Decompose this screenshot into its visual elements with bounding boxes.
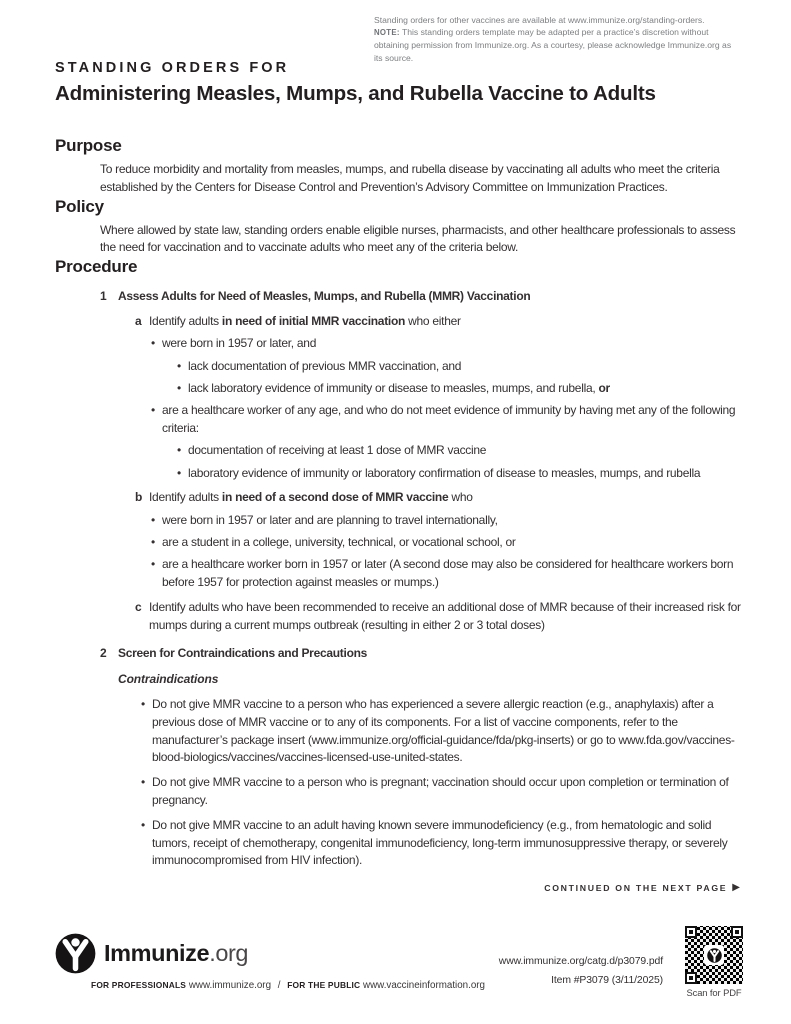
step-1-number: 1 — [100, 289, 107, 304]
procedure-step-1 — [55, 288, 747, 306]
qr-code — [685, 926, 743, 984]
bullet-immunodeficiency: • Do not give MMR vaccine to an adult having known severe immunodeficiency (e.g., from hematologic and solid tumors, receipt of chemotherapy, congenital immunodeficiency, long-term immunosuppressive therapy, or severely immunocompromised from HIV infection). — [141, 817, 728, 868]
page-content — [55, 136, 747, 870]
page-title: Administering Measles, Mumps, and Rubella Vaccine to Adults — [55, 82, 656, 105]
item-a-marker: a — [135, 313, 142, 328]
purpose-heading: Purpose — [55, 136, 122, 155]
bullet-glyph: • — [141, 775, 145, 790]
bullet-allergic-reaction: • Do not give MMR vaccine to a person who has experienced a severe allergic reaction (e.g., anaphylaxis) after a previous dose of MMR vaccine or to any of its components. For a list of vaccine components, refer to the manufacturer’s package insert (www.immunize.org/official-guidance/fda/pkg-inserts) or go to www.fda.gov/vaccines-blood-biologics/vaccines/vaccines-licensed-use-united-states. — [141, 697, 735, 765]
bullet-glyph: • — [177, 465, 181, 480]
public-url: www.vaccineinformation.org — [363, 980, 485, 991]
footer — [55, 926, 745, 1014]
sub-bullet-documentation-dose: • documentation of receiving at least 1 dose of MMR vaccine — [55, 442, 747, 460]
bullet-healthcare-worker: • are a healthcare worker of any age, and who do not meet evidence of immunity by having met any of the following criteria: — [151, 403, 736, 435]
qr-finder-icon — [731, 926, 743, 938]
immunize-logo-mini-icon — [707, 948, 722, 963]
bullet-glyph: • — [177, 443, 181, 458]
footer-links — [91, 980, 485, 991]
step-2-title: Screen for Contraindications and Precautions — [118, 646, 368, 661]
procedure-heading: Procedure — [55, 257, 138, 277]
bullet-travel: • were born in 1957 or later and are planning to travel internationally, — [55, 512, 747, 530]
pdf-url: www.immunize.org/catg.d/p3079.pdf — [498, 956, 663, 967]
policy-body: Where allowed by state law, standing orders enable eligible nurses, pharmacists, and other healthcare professionals to assess the need for vaccination and to vaccinate adults who meet any of the criteria below. — [100, 222, 736, 255]
procedure-step-2 — [55, 645, 747, 663]
bullet-glyph: • — [177, 358, 181, 373]
step-2-number: 2 — [100, 646, 107, 661]
bullet-born-1957: • were born in 1957 or later, and — [55, 335, 747, 353]
note-line1: Standing orders for other vaccines are available at www.immunize.org/standing-orders. — [374, 15, 705, 25]
contraindications-subheading: Contraindications — [118, 672, 219, 687]
item-b — [55, 489, 747, 507]
policy-heading: Policy — [55, 196, 104, 216]
immunize-logo-icon — [55, 933, 96, 974]
bullet-glyph: • — [151, 557, 155, 572]
note-paragraph — [374, 26, 742, 64]
next-page-arrow-icon: ▶ — [732, 882, 740, 893]
bullet-healthcare-second-dose: • are a healthcare worker born in 1957 or later (A second dose may also be considered for healthcare workers born before 1957 for protection against measles or mumps.) — [151, 557, 734, 590]
sub-bullet-lack-lab-evidence: • lack laboratory evidence of immunity or disease to measles, mumps, and rubella, or — [55, 380, 747, 398]
purpose-body: To reduce morbidity and mortality from measles, mumps, and rubella disease by vaccinating all adults who meet the criteria established by the Centers for Disease Control and Prevention’s Advisory Committee on Immunization Practices. — [100, 162, 720, 194]
for-professionals-label: FOR PROFESSIONALS — [91, 980, 187, 990]
item-number: Item #P3079 (3/11/2025) — [551, 975, 663, 986]
item-c-marker: c — [135, 599, 142, 614]
sub-bullet-lack-documentation: • lack documentation of previous MMR vaccination, and — [55, 358, 747, 376]
sub-bullet-lab-confirmation: • laboratory evidence of immunity or laboratory confirmation of disease to measles, mumps, and rubella — [55, 465, 747, 483]
bullet-glyph: • — [141, 817, 145, 832]
item-b-marker: b — [135, 490, 143, 505]
catalog-info — [499, 952, 663, 990]
bullet-glyph: • — [141, 697, 145, 712]
note-label: NOTE: — [374, 28, 400, 38]
immunize-logo-text: Immunize.org — [104, 940, 249, 966]
bullet-student: • are a student in a college, university, technical, or vocational school, or — [55, 534, 747, 552]
note-rest: This standing orders template may be adapted per a practice’s discretion without obtaining permission from Immunize.org. As a courtesy, please acknowledge Immunize.org as its source. — [374, 27, 732, 63]
bullet-glyph: • — [151, 512, 155, 527]
qr-logo-badge — [704, 945, 724, 965]
qr-finder-icon — [685, 972, 697, 984]
professionals-url: www.immunize.org — [188, 980, 272, 991]
continued-note — [544, 882, 740, 893]
item-c — [55, 599, 747, 635]
bullet-glyph: • — [151, 403, 155, 418]
kicker: STANDING ORDERS FOR — [55, 60, 290, 76]
masthead — [55, 60, 755, 106]
item-c-text: Identify adults who have been recommended to receive an additional dose of MMR because of their increased risk for mumps during a current mumps outbreak (resulting in either 2 or 3 total doses) — [149, 599, 741, 632]
step-1-title: Assess Adults for Need of Measles, Mumps, and Rubella (MMR) Vaccination — [118, 289, 531, 304]
bullet-pregnant: • Do not give MMR vaccine to a person who is pregnant; vaccination should occur upon completion or termination of pregnancy. — [141, 775, 729, 808]
for-public-label: FOR THE PUBLIC — [287, 980, 361, 990]
continued-text: CONTINUED ON THE NEXT PAGE — [544, 882, 728, 893]
item-a — [55, 313, 747, 331]
bullet-glyph: • — [177, 380, 181, 395]
item-a-text: Identify adults in need of initial MMR vaccination who either — [149, 313, 461, 328]
header-note — [374, 14, 742, 64]
qr-finder-icon — [685, 926, 697, 938]
scan-for-pdf-label: Scan for PDF — [686, 987, 742, 998]
bullet-glyph: • — [151, 534, 155, 549]
immunize-logo — [55, 933, 248, 974]
bullet-glyph: • — [151, 336, 155, 351]
separator: / — [277, 980, 281, 991]
item-b-text: Identify adults in need of a second dose of MMR vaccine who — [149, 490, 473, 505]
